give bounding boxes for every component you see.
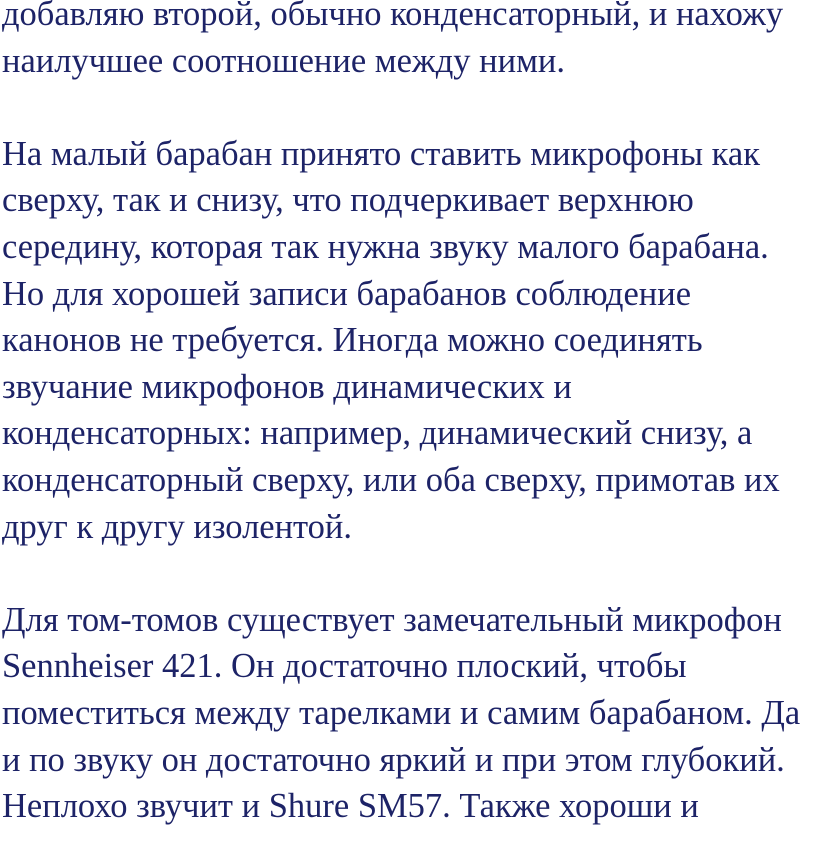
text-line: На малый барабан принято ставить микрофоны как xyxy=(2,134,760,173)
paragraph-spacer xyxy=(2,550,814,597)
text-line: канонов не требуется. Иногда можно соединять xyxy=(2,321,703,360)
text-line: Неплохо звучит и Shure SM57. Также хороши и xyxy=(2,787,699,826)
text-line: конденсаторных: например, динамический снизу, а xyxy=(2,414,753,453)
paragraph-spacer xyxy=(2,84,814,131)
text-line: Sennheiser 421. Он достаточно плоский, чтобы xyxy=(2,647,687,686)
text-line: середину, которая так нужна звуку малого барабана. xyxy=(2,227,769,266)
text-line: и по звуку он достаточно яркий и при этом глубокий. xyxy=(2,740,785,779)
paragraph-1 xyxy=(2,0,814,84)
text-line: Для том-томов существует замечательный микрофон xyxy=(2,600,782,639)
document-body xyxy=(2,0,814,830)
text-line: звучание микрофонов динамических и xyxy=(2,367,572,406)
text-line: сверху, так и снизу, что подчеркивает верхнюю xyxy=(2,181,694,220)
text-line: наилучшее соотношение между ними. xyxy=(2,41,566,80)
text-line: друг к другу изолентой. xyxy=(2,507,353,546)
text-line: поместиться между тарелками и самим барабаном. Да xyxy=(2,693,801,732)
text-line: Но для хорошей записи барабанов соблюдение xyxy=(2,274,692,313)
text-line: конденсаторный сверху, или оба сверху, примотав их xyxy=(2,460,780,499)
paragraph-2 xyxy=(2,131,814,550)
text-line: добавляю второй, обычно конденсаторный, и нахожу xyxy=(2,0,784,33)
paragraph-3 xyxy=(2,597,814,830)
